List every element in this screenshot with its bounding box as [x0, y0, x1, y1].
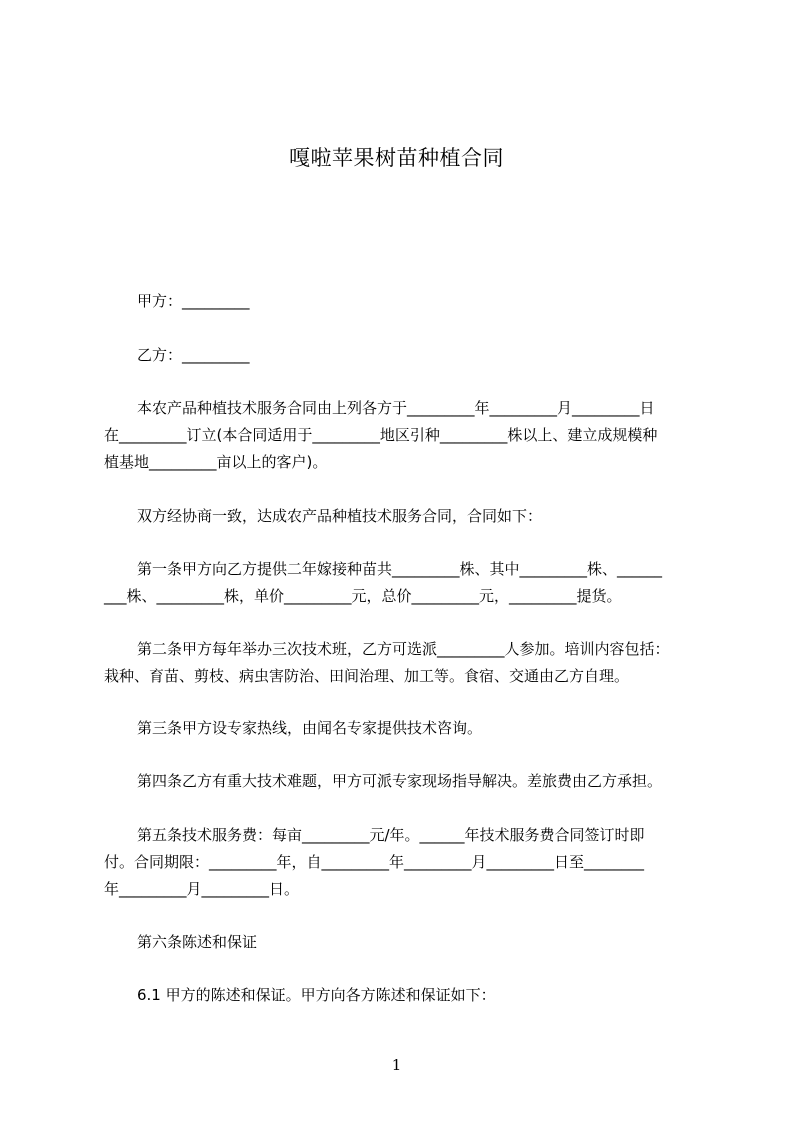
article-3-line: 第三条甲方设专家热线，由闻名专家提供技术咨询。	[137, 719, 483, 737]
article-2-line-1: 第二条甲方每年举办三次技术班，乙方可选派_________人参加。培训内容包括：	[137, 640, 670, 658]
article-6-heading: 第六条陈述和保证	[137, 933, 258, 951]
article-1-line-1: 第一条甲方向乙方提供二年嫁接种苗共_________株、其中_________株、______	[137, 560, 663, 578]
party-b-line: 乙方：_________	[137, 346, 250, 364]
intro-line-2: 在_________订立(本合同适用于_________地区引种_________株以上、建立成规模种	[104, 426, 658, 444]
page-number: 1	[391, 1056, 402, 1074]
article-5-line-3: 年_________月_________日。	[104, 880, 300, 898]
article-6-1-line: 6.1 甲方的陈述和保证。甲方向各方陈述和保证如下：	[137, 986, 496, 1004]
intro-line-1: 本农产品种植技术服务合同由上列各方于_________年_________月_________日	[137, 399, 655, 417]
article-4-line: 第四条乙方有重大技术难题，甲方可派专家现场指导解决。差旅费由乙方承担。	[137, 772, 663, 790]
article-5-line-1: 第五条技术服务费：每亩_________元/年。______年技术服务费合同签订时即	[137, 826, 645, 844]
page-title: 嘎啦苹果树苗种植合同	[289, 146, 504, 170]
article-1-line-2: ___株、_________株，单价_________元，总价_________元，_________提货。	[104, 587, 622, 605]
article-2-line-2: 栽种、育苗、剪枝、病虫害防治、田间治理、加工等。食宿、交通由乙方自理。	[104, 667, 630, 685]
article-5-line-2: 付。合同期限：_________年，自_________年_________月_________日至________	[104, 853, 645, 871]
intro-line-3: 植基地_________亩以上的客户)。	[104, 453, 328, 471]
agreement-line: 双方经协商一致，达成农产品种植技术服务合同，合同如下：	[137, 507, 543, 525]
party-a-line: 甲方：_________	[137, 292, 250, 310]
